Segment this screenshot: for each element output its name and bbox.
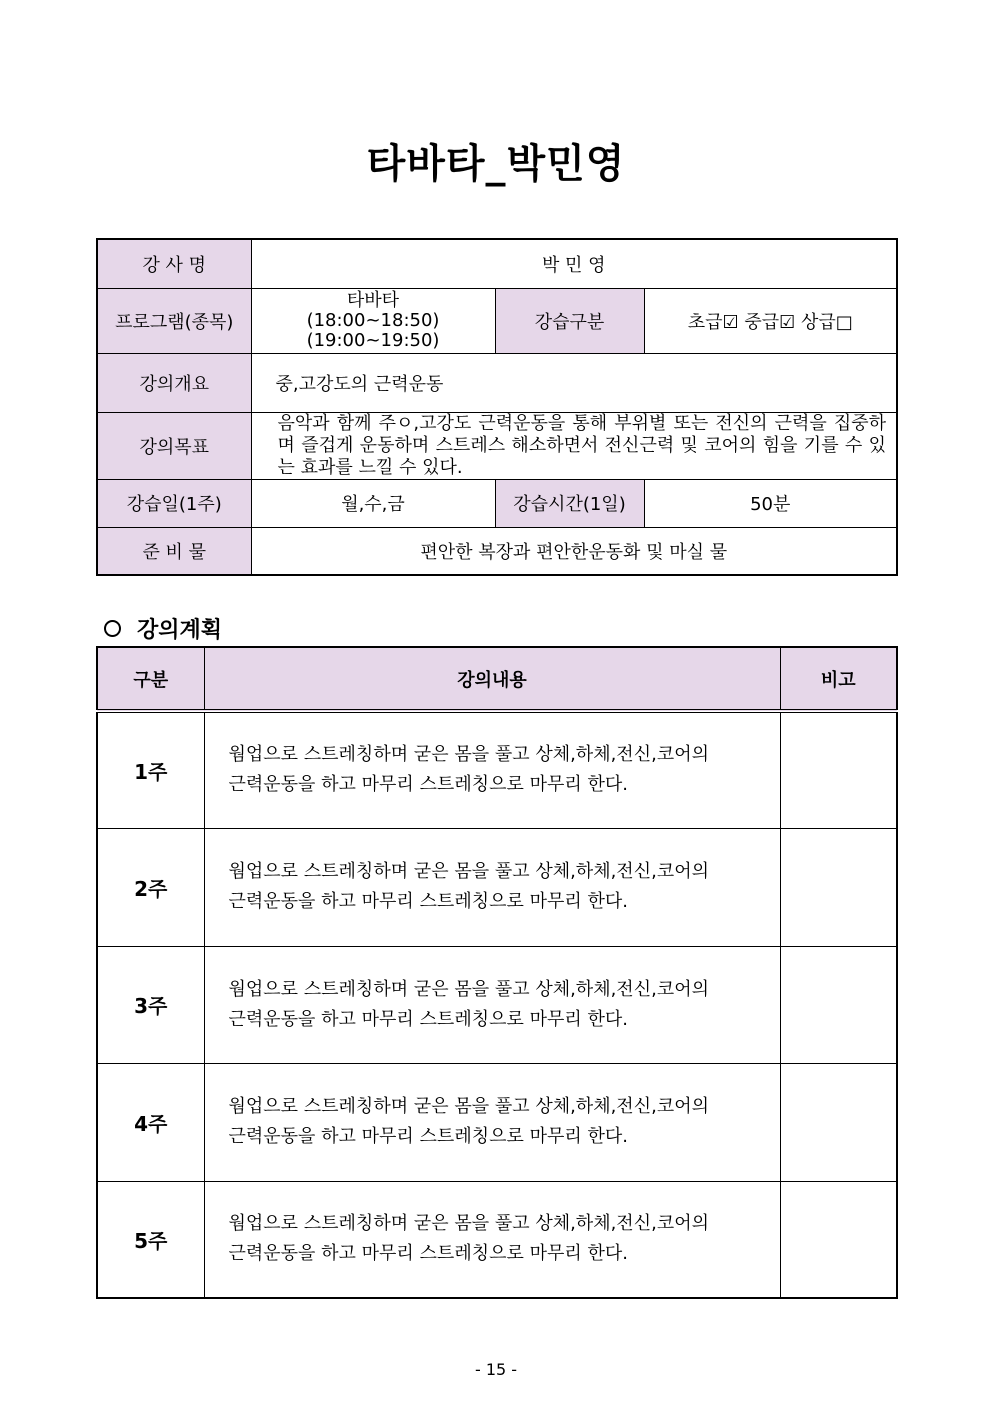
page-number: - 15 - [474,1360,518,1379]
content-line: 웜업으로 스트레칭하며 굳은 몸을 풀고 상체,하체,전신,코어의 [228,744,709,766]
week-note [780,828,897,946]
supplies-value: 편안한 복장과 편안한운동화 및 마실 물 [251,527,897,575]
table-row [97,1181,897,1298]
goal-label: 강의목표 [97,412,251,479]
program-label: 프로그램(종목) [97,288,251,353]
week-note [780,711,897,828]
class-type-value: 초급☑ 중급☑ 상급□ [644,288,897,353]
goal-value: 음악과 함께 주ㅇ,고강도 근력운동을 통해 부위별 또는 전신의 근력을 집중하며 즐겁게 운동하며 스트레스 해소하면서 전신근력 및 코어의 힘을 기를 수 있는 효과를 느낄 수 있다. [251,412,897,479]
program-time-2: (19:00~19:50) [306,329,440,351]
week-content [204,1181,780,1298]
class-type-label: 강습구분 [495,288,644,353]
header-note: 비고 [780,647,897,711]
week-label: 5주 [97,1181,204,1298]
week-label: 4주 [97,1063,204,1181]
content-line: 웜업으로 스트레칭하며 굳은 몸을 풀고 상체,하체,전신,코어의 [228,861,709,882]
page-title: 타바타_박민영 [366,141,626,187]
instructor-value: 박 민 영 [251,239,897,288]
content-line: 근력운동을 하고 마무리 스트레칭으로 마무리 한다. [228,774,628,796]
header-content: 강의내용 [204,647,780,711]
content-line: 웜업으로 스트레칭하며 굳은 몸을 풀고 상체,하체,전신,코어의 [228,1213,709,1235]
content-line: 근력운동을 하고 마무리 스트레칭으로 마무리 한다. [228,891,628,912]
week-note [780,1181,897,1298]
duration-label: 강습시간(1일) [495,479,644,527]
course-info-table [96,238,898,576]
content-line: 웜업으로 스트레칭하며 굳은 몸을 풀고 상체,하체,전신,코어의 [228,978,709,1000]
week-content [204,711,780,828]
table-row [97,1063,897,1181]
overview-label: 강의개요 [97,353,251,412]
week-label: 1주 [97,711,204,828]
overview-value: 중,고강도의 근력운동 [251,353,897,412]
week-content [204,1063,780,1181]
table-row [97,946,897,1063]
days-value: 월,수,금 [251,479,495,527]
table-row [97,828,897,946]
week-note [780,946,897,1063]
week-content [204,828,780,946]
lesson-plan-table [96,646,898,1299]
content-line: 근력운동을 하고 마무리 스트레칭으로 마무리 한다. [228,1008,628,1030]
program-name: 타바타 [346,289,400,311]
content-line: 웜업으로 스트레칭하며 굳은 몸을 풀고 상체,하체,전신,코어의 [228,1096,709,1117]
week-note [780,1063,897,1181]
content-line: 근력운동을 하고 마무리 스트레칭으로 마무리 한다. [228,1126,628,1147]
program-time-1: (18:00~18:50) [306,309,440,331]
header-category: 구분 [97,647,204,711]
section-title: 강의계획 [137,618,223,643]
circle-bullet-icon [104,620,121,637]
supplies-label: 준 비 물 [97,527,251,575]
week-label: 2주 [97,828,204,946]
week-content [204,946,780,1063]
program-value [251,288,495,353]
instructor-label: 강 사 명 [97,239,251,288]
days-label: 강습일(1주) [97,479,251,527]
section-heading [104,613,222,644]
week-label: 3주 [97,946,204,1063]
duration-value: 50분 [644,479,897,527]
content-line: 근력운동을 하고 마무리 스트레칭으로 마무리 한다. [228,1243,628,1265]
table-row [97,711,897,828]
